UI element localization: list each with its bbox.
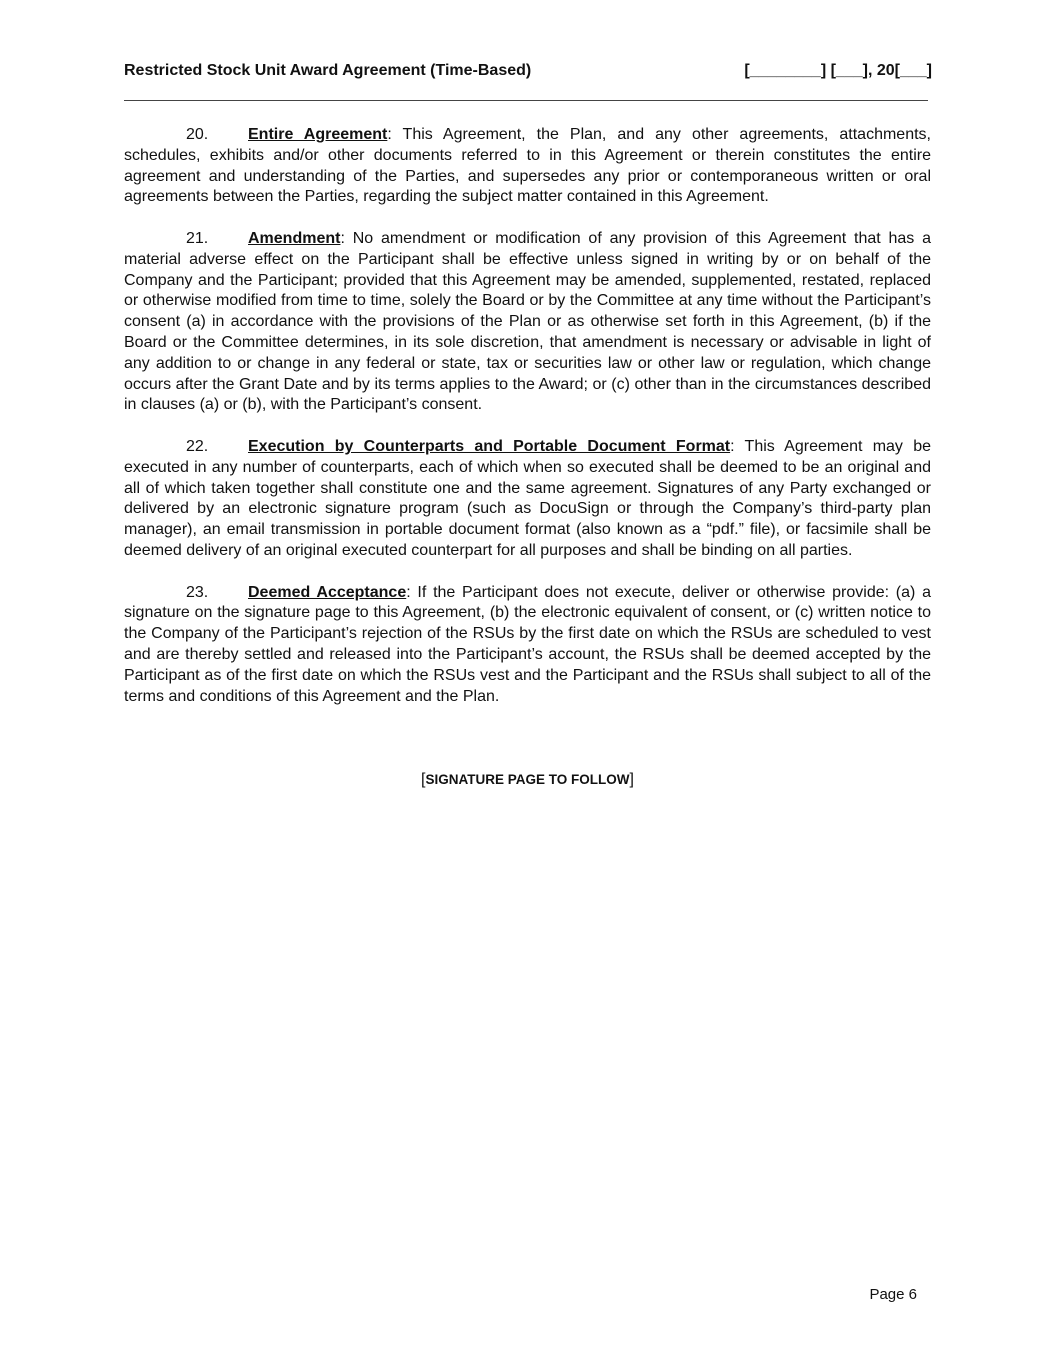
page-number: Page 6 bbox=[869, 1286, 917, 1303]
section-text: : This Agreement may be executed in any number of counterparts, each of which when so executed shall be deemed to be an original and all of which taken together shall constitute one and the same agreement. Signatures of any Party exchanged or delivered by an electronic signature program (such as DocuSign or through the Company’s third-party plan manager), an email transmission in portable document format (also known as a “pdf.” file), or facsimile shall be deemed delivery of an original executed counterpart for all purposes and shall be binding on all parties. bbox=[124, 437, 931, 559]
section-heading: Amendment bbox=[248, 229, 341, 247]
document-body bbox=[124, 125, 931, 728]
section-number: 21. bbox=[186, 229, 209, 247]
section-23 bbox=[124, 583, 931, 708]
section-20 bbox=[124, 125, 931, 208]
document-title: Restricted Stock Unit Award Agreement (Time-Based) bbox=[124, 62, 532, 79]
date-placeholder: [________] [___], 20[___] bbox=[744, 62, 932, 79]
section-number: 22. bbox=[186, 437, 209, 455]
section-heading: Deemed Acceptance bbox=[248, 583, 407, 601]
signature-page-notice bbox=[0, 771, 1055, 789]
section-heading: Execution by Counterparts and Portable Document Format bbox=[248, 437, 731, 455]
signature-notice-text: SIGNATURE PAGE TO FOLLOW bbox=[425, 772, 630, 787]
section-heading: Entire Agreement bbox=[248, 126, 388, 143]
section-text: : No amendment or modification of any provision of this Agreement that has a material adverse effect on the Participant shall be effective unless signed in writing by or on behalf of the Company and the Participant; provided that this Agreement may be amended, supplemented, restated, replaced or otherwise modified from time to time, solely the Board or by the Committee at any time without the Participant’s consent (a) in accordance with the provisions of the Plan or as otherwise set forth in this Agreement, (b) if the Board or the Committee determines, in its sole discretion, that amendment is necessary or advisable in light of any addition to or change in any federal or state, tax or securities law or other law or regulation, which change occurs after the Grant Date and by its terms applies to the Award; or (c) other than in the circumstances described in clauses (a) or (b), with the Participant’s consent. bbox=[124, 229, 931, 414]
section-text: : If the Participant does not execute, deliver or otherwise provide: (a) a signature on the signature page to this Agreement, (b) the electronic equivalent of consent, or (c) written notice to the Company of the Participant’s rejection of the RSUs by the first date on which the RSUs are scheduled to vest and are thereby settled and released into the Participant’s account, the RSUs shall be deemed accepted by the Participant as of the first date on which the RSUs vest and the Participant and the RSUs shall subject to all of the terms and conditions of this Agreement and the Plan. bbox=[124, 583, 932, 705]
section-21 bbox=[124, 229, 931, 416]
header-divider bbox=[124, 100, 928, 101]
open-bracket: [ bbox=[421, 771, 426, 788]
close-bracket: ] bbox=[629, 771, 634, 788]
section-number: 23. bbox=[186, 583, 209, 601]
section-number: 20. bbox=[186, 126, 209, 143]
page-header bbox=[124, 62, 932, 86]
section-22 bbox=[124, 437, 931, 562]
section-text: : This Agreement, the Plan, and any other agreements, attachments, schedules, exhibits and/or other documents referred to in this Agreement or therein constitutes the entire agreement and understanding of the Parties, and supersedes any prior or contemporaneous written or oral agreements between the Parties, regarding the subject matter contained in this Agreement. bbox=[124, 126, 931, 206]
